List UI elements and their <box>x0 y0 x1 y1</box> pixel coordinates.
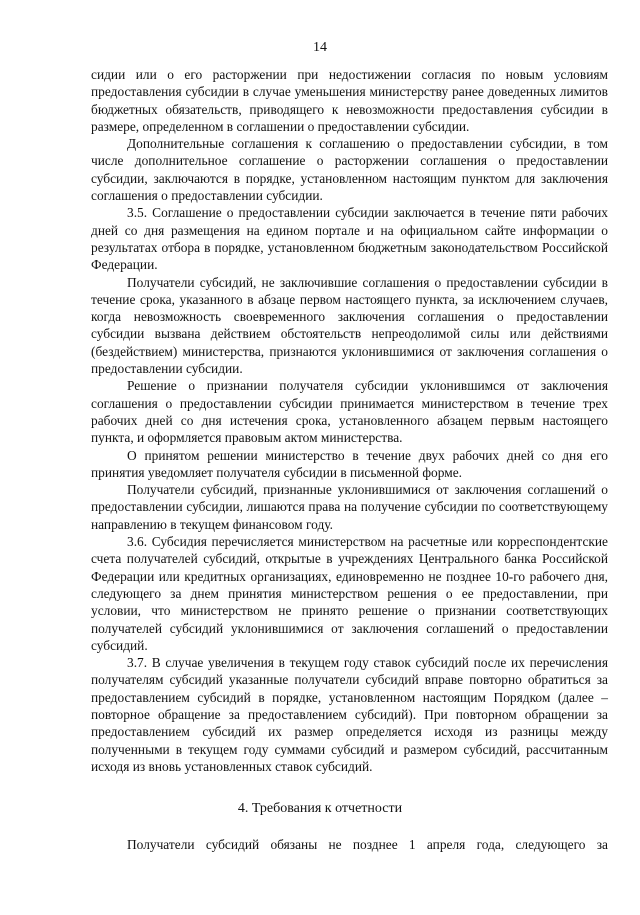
paragraph-3-7: 3.7. В случае увеличения в текущем году ставок субсидий после их перечисления получателям субсидий указанные получатели субсидий вправе повторно обратиться за предоставлением субсидий в порядке, установленном настоящим Порядком (далее – повторное обращение за предоставлением субсидий). При повторном обращении за предоставлением субсидий их размер определяется исходя из разницы между полученными в текущем году суммами субсидий и размером субсидий, рассчитанным исходя из вновь установленных ставок субсидий. <box>91 655 608 774</box>
paragraph-notification: О принятом решении министерство в течение двух рабочих дней со дня его принятия уведомляет получателя субсидии в письменной форме. <box>91 447 608 480</box>
page-number: 14 <box>313 40 327 55</box>
section-title: 4. Требования к отчетности <box>237 801 403 816</box>
paragraph-deprived-rights: Получатели субсидий, признанные уклонившимися от заключения соглашений о предоставлении субсидии, лишаются права на получение субсидии по соответствующему направлению в текущем финансовом году. <box>91 482 608 532</box>
paragraph-non-signing-recipients: Получатели субсидий, не заключившие соглашения о предоставлении субсидии в течение срока, указанного в абзаце первом настоящего пункта, за исключением случаев, когда невозможность своевременного заключения соглашения о предоставлении субсидии вызвана действием обстоятельств непреодолимой силы или действиями (бездействием) министерства, признаются уклонившимися от заключения соглашения о предоставлении субсидии. <box>91 274 608 377</box>
paragraph-additional-agreements: Дополнительные соглашения к соглашению о предоставлении субсидии, в том числе дополнительное соглашение о расторжении соглашения о предоставлении субсидии, заключаются в порядке, установленном настоящим пунктом для заключения соглашения о предоставлении субсидии. <box>91 136 608 204</box>
paragraph-3-5: 3.5. Соглашение о предоставлении субсидии заключается в течение пяти рабочих дней со дня размещения на едином портале и на официальном сайте информации о результатах отбора в порядке, установленном бюджетным законодательством Российской Федерации. <box>91 205 608 273</box>
body-text <box>91 66 608 775</box>
paragraph-3-6: 3.6. Субсидия перечисляется министерством на расчетные или корреспондентские счета получателей субсидий, открытые в учреждениях Центрального банка Российской Федерации или кредитных организациях, единовременно не позднее 10-го рабочего дня, следующего за днем принятия министерством решения о ее предоставлении, при условии, что министерством не принято решение о признании соответствующих получателей субсидий уклонившимися от заключения соглашений о предоставлении субсидий. <box>91 534 608 653</box>
paragraph-continuation: сидии или о его расторжении при недостижении согласия по новым условиям предоставления субсидии в случае уменьшения министерству ранее доведенных лимитов бюджетных обязательств, приводящего к невозможности предоставления субсидии в размере, определенном в соглашении о предоставлении субсидии. <box>91 67 608 134</box>
paragraph-reporting-start: Получатели субсидий обязаны не позднее 1 апреля года, следующего за <box>127 837 608 852</box>
paragraph-evasion-decision: Решение о признании получателя субсидии уклонившимся от заключения соглашения о предоставлении субсидии принимается министерством в течение трех рабочих дней со дня истечения срока, установленного абзацем первым настоящего пункта, и оформляется правовым актом министерства. <box>91 378 608 446</box>
